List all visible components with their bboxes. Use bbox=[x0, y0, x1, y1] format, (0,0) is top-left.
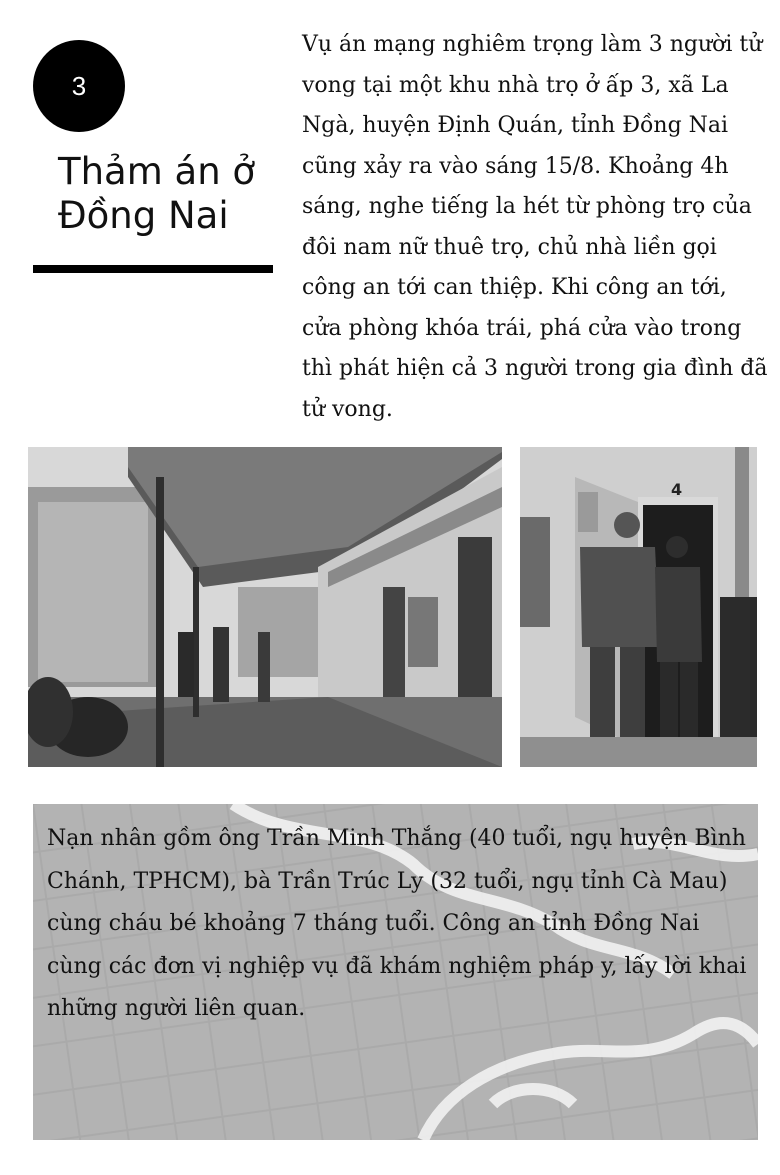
section-number: 3 bbox=[71, 70, 87, 101]
title-underline bbox=[33, 265, 273, 273]
section-number-badge bbox=[33, 40, 125, 132]
police-at-room-door-photo bbox=[520, 447, 757, 767]
section-title: Thảm án ở Đồng Nai bbox=[58, 150, 256, 237]
victims-panel bbox=[33, 804, 758, 1140]
boarding-house-corridor-photo bbox=[28, 447, 502, 767]
victims-paragraph: Nạn nhân gồm ông Trần Minh Thắng (40 tuổi, ngụ huyện Bình Chánh, TPHCM), bà Trần Trúc Ly (32 tuổi, ngụ tỉnh Cà Mau) cùng cháu bé khoảng 7 tháng tuổi. Công an tỉnh Đồng Nai cùng các đơn vị nghiệp vụ đã khám nghiệm pháp y, lấy lời khai những người liên quan. bbox=[47, 826, 747, 1021]
intro-paragraph: Vụ án mạng nghiêm trọng làm 3 người tử vong tại một khu nhà trọ ở ấp 3, xã La Ngà, huyện Định Quán, tỉnh Đồng Nai cũng xảy ra vào sáng 15/8. Khoảng 4h sáng, nghe tiếng la hét từ phòng trọ của đôi nam nữ thuê trọ, chủ nhà liền gọi công an tới can thiệp. Khi công an tới, cửa phòng khóa trái, phá cửa vào trong thì phát hiện cả 3 người trong gia đình đã tử vong. bbox=[302, 32, 768, 422]
door-number: 4 bbox=[671, 480, 683, 499]
